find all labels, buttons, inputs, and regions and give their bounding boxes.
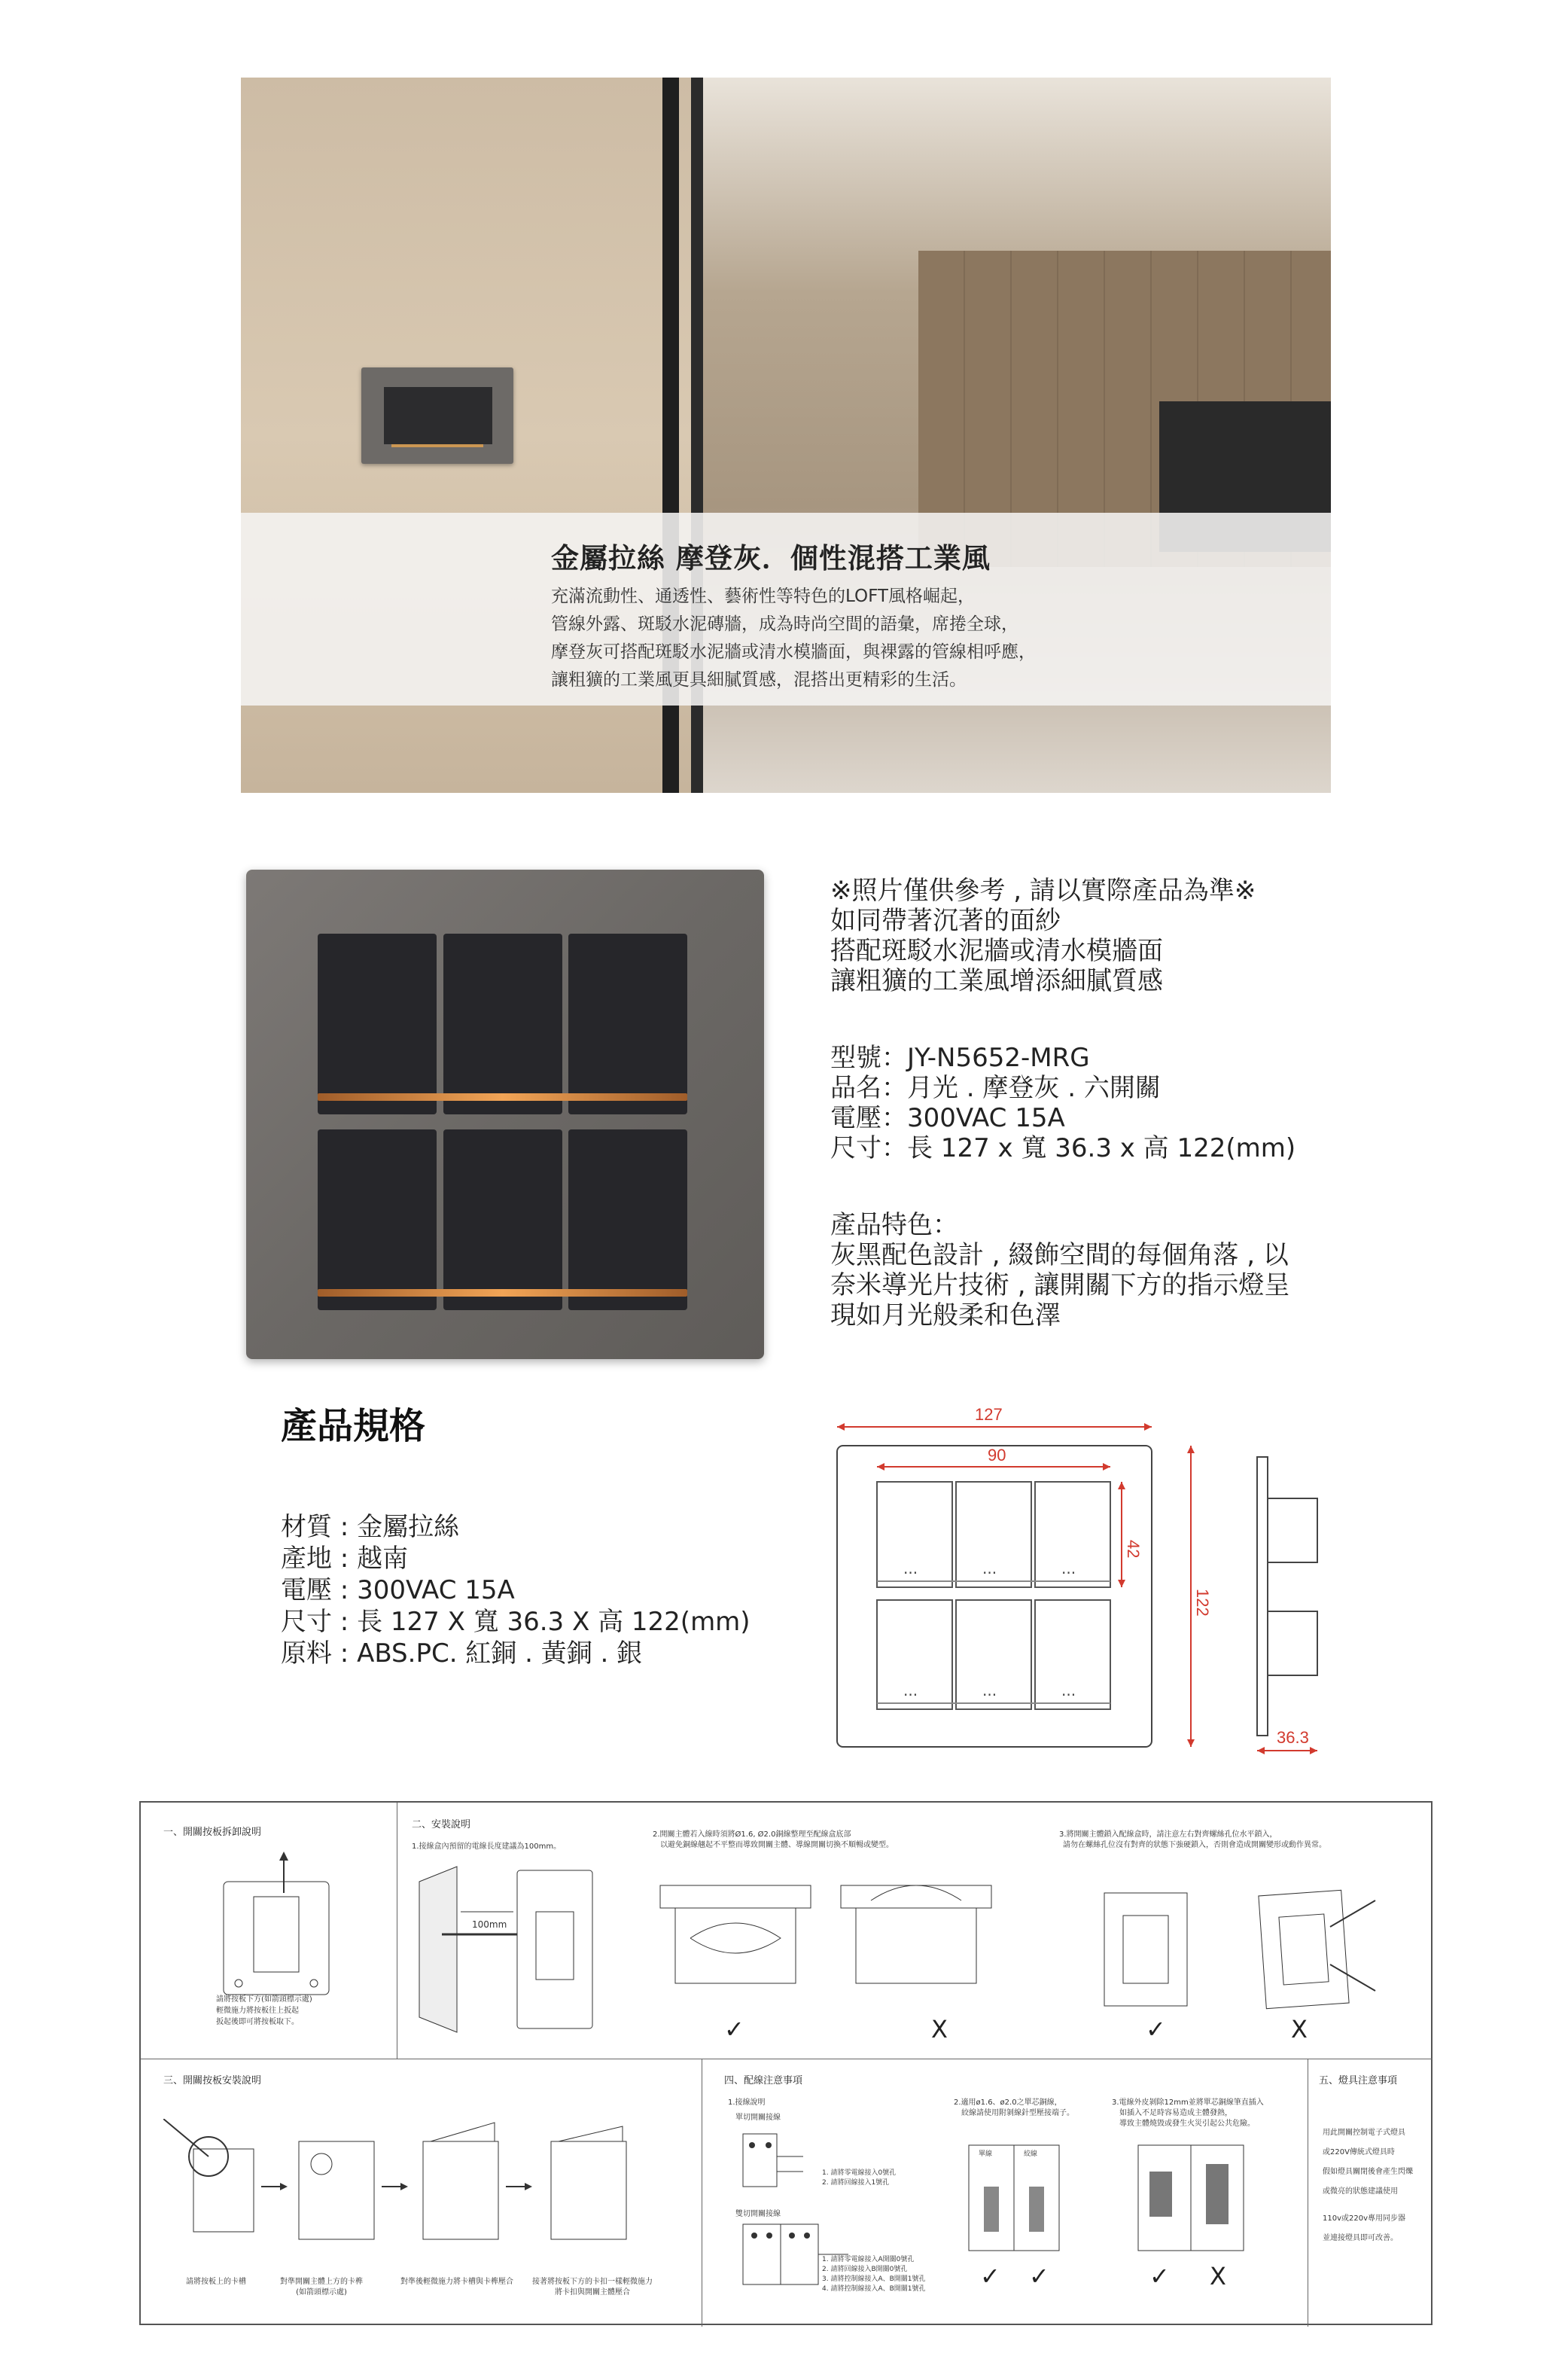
sec5-line: 用此開關控制電子式燈具 [1323,2129,1405,2137]
svg-text:...: ... [982,1681,997,1699]
hero-photo [241,78,1331,793]
spec-item: 尺寸 : 長 127 X 寬 36.3 X 高 122(mm) [281,1607,751,1637]
sec5-line: 假如燈具關閉後會產生閃爍 [1323,2168,1413,2176]
switch-key [568,934,687,1114]
sec3-diagram [163,2119,690,2254]
dimension-drawing [821,1385,1347,1762]
sec2-screw-diagram [1089,1885,1420,2013]
hero-line: 管線外露、斑駁水泥磚牆，成為時尚空間的語彙，席捲全球， [551,614,1018,634]
sec2-step2: 2.開關主體若入線時須將Ø1.6, Ø2.0銅線整理至配線盒底部 [653,1830,851,1839]
svg-text:...: ... [982,1559,997,1577]
sec2-length-label: 100mm [472,1919,507,1930]
spec-item: 產地 : 越南 [281,1544,409,1574]
sec4-double-step: 3. 請將控制線接入A、B開關1號孔 [822,2275,926,2283]
sec3-title: 三、開關按板安裝說明 [163,2075,262,2086]
sec2-title: 二、安裝說明 [412,1819,471,1830]
desc-model: 型號：JY-N5652-MRG [830,1043,1090,1073]
switch-key [318,934,437,1114]
switch-key [443,1129,562,1310]
dim-height-label: 122 [1193,1589,1212,1617]
dim-depth-label: 36.3 [1277,1728,1309,1747]
sec4-double-step: 1. 請將零電線接入A開關0號孔 [822,2256,915,2263]
indicator-light-strip [318,1289,687,1297]
desc-intro-line: 搭配斑駁水泥牆或清水模牆面 [830,936,1163,966]
sec5-line: 110v或220v專用同步器 [1323,2214,1406,2223]
sec1-note: 輕微施力將按板往上扳起 [216,2007,299,2015]
ng-mark: X [1291,2015,1308,2044]
sec4-wiring-label: 1.接線說明 [728,2098,766,2107]
switch-key [443,934,562,1114]
sec5-line: 或微亮的狀態建議使用 [1323,2187,1398,2196]
ng-mark: X [1210,2262,1226,2291]
sec3-step: 對準後輕微施力將卡槽與卡榫壓合 [400,2278,513,2286]
desc-intro-line: 讓粗獷的工業風增添細膩質感 [830,966,1163,996]
side-profile [1257,1457,1268,1736]
sec5-line: 並連接燈具即可改善。 [1323,2234,1398,2242]
wire-label-b: 絞線 [1024,2150,1038,2158]
switch-key [568,1129,687,1310]
hero-caption-panel [241,513,1331,706]
sec4-strip-note: 導致主體燒毀或發生火災引起公共危險。 [1119,2120,1255,2128]
sec5-line: 或220V傳統式燈具時 [1323,2148,1395,2156]
spec-item: 電壓 : 300VAC 15A [281,1575,515,1605]
svg-text:...: ... [903,1559,918,1577]
hero-line: 摩登灰可搭配斑駁水泥牆或清水模牆面，與裸露的管線相呼應， [551,642,1036,662]
sec2-wire-diagram [412,1859,607,2040]
spec-title: 產品規格 [281,1405,426,1447]
sec1-note: 請將按板下方(如箭頭標示處) [216,1995,312,2004]
sec4-title: 四、配線注意事項 [724,2075,803,2086]
hero-line: 讓粗獷的工業風更具細膩質感，混搭出更精彩的生活。 [551,670,967,690]
hero-title: 金屬拉絲 摩登灰．個性混搭工業風 [551,542,991,575]
ok-mark: ✓ [1146,2015,1166,2044]
sec1-note: 扳起後即可將按板取下。 [216,2018,299,2026]
sec4-double-step: 2. 請將回線接入B開關0號孔 [822,2266,908,2273]
ok-mark: ✓ [980,2262,1000,2291]
sec4-wire-note: 2.適用ø1.6、ø2.0之單芯銅線， [954,2098,1062,2107]
ng-mark: X [931,2015,948,2044]
desc-intro-line: ※照片僅供參考 , 請以實際產品為準※ [830,876,1256,906]
sec4-wire-note: 絞線請使用附剝線針型壓接端子。 [961,2109,1074,2117]
desc-name: 品名：月光 . 摩登灰 . 六開關 [830,1073,1161,1103]
spec-item: 材質 : 金屬拉絲 [281,1512,460,1542]
sec4-single-label: 單切開關接線 [735,2114,781,2122]
dim-inner-width-label: 90 [988,1446,1006,1465]
hero-switch [361,367,513,464]
sec2-step3: 3.將開關主體鎖入配線盒時，請注意左右對齊螺絲孔位水平鎖入， [1059,1830,1277,1839]
svg-text:...: ... [1061,1681,1076,1699]
desc-feature-line: 灰黑配色設計 , 綴飾空間的每個角落 , 以 [830,1240,1289,1270]
desc-feature-line: 現如月光般柔和色澤 [830,1300,1061,1330]
spec-item: 原料 : ABS.PC. 紅銅 . 黃銅 . 銀 [281,1638,643,1669]
svg-text:...: ... [1061,1559,1076,1577]
hero-line: 充滿流動性、通透性、藝術性等特色的LOFT風格崛起， [551,587,975,606]
desc-feature-title: 產品特色： [830,1210,958,1240]
switch-key [318,1129,437,1310]
sec4-strip-note: 3.電線外皮剝除12mm並將單芯銅線筆直插入 [1112,2098,1264,2107]
sec2-box-diagram [653,1878,1006,2013]
sec4-double-step: 4. 請將控制線接入A、B開關1號孔 [822,2285,926,2293]
desc-intro-line: 如同帶著沉著的面紗 [830,906,1061,936]
product-photo [246,870,764,1359]
sec3-step: 請將按板上的卡槽 [186,2278,246,2286]
wire-label-a: 單線 [979,2150,993,2158]
sec5-title: 五、燈具注意事項 [1319,2075,1398,2086]
sec3-step: 接著將按板下方的卡扣一樣輕微施力 將卡扣與開關主體壓合 [532,2278,653,2297]
desc-feature-line: 奈米導光片技術 , 讓開關下方的指示燈呈 [830,1270,1290,1300]
sec4-strip-note: 如插入不足時容易造成主體發熱， [1119,2109,1232,2117]
dim-key-height-label: 42 [1124,1540,1143,1559]
sec4-single-step: 1. 請將零電線接入0號孔 [822,2169,897,2177]
indicator-light-strip [318,1093,687,1101]
instruction-sheet [139,1801,1433,2325]
sec2-step2: 以避免銅線翹起不平整而導致開關主體、導線開關切換不順暢或變型。 [660,1841,894,1849]
sec4-strip-diagram [1134,2141,1247,2254]
sec3-step: 對準開關主體上方的卡榫 (如箭頭標示處) [280,2278,363,2297]
sec1-diagram [201,1852,352,2002]
sec2-step3: 請勿在螺絲孔位沒有對齊的狀態下強硬鎖入，否則會造成開關變形或動作異常。 [1063,1841,1326,1849]
sec4-single-step: 2. 請將回線接入1號孔 [822,2179,890,2187]
desc-voltage: 電壓：300VAC 15A [830,1103,1065,1133]
ok-mark: ✓ [724,2015,744,2044]
desc-size: 尺寸：長 127 x 寬 36.3 x 高 122(mm) [830,1133,1296,1163]
sec4-double-label: 雙切開關接線 [735,2210,781,2218]
ok-mark: ✓ [1149,2262,1170,2291]
sec2-step1: 1.接線盒內預留的電線長度建議為100mm。 [412,1842,562,1851]
svg-text:...: ... [903,1681,918,1699]
sec1-title: 一、開關按板拆卸說明 [163,1827,262,1838]
dim-width-label: 127 [975,1405,1003,1424]
ok-mark: ✓ [1029,2262,1049,2291]
